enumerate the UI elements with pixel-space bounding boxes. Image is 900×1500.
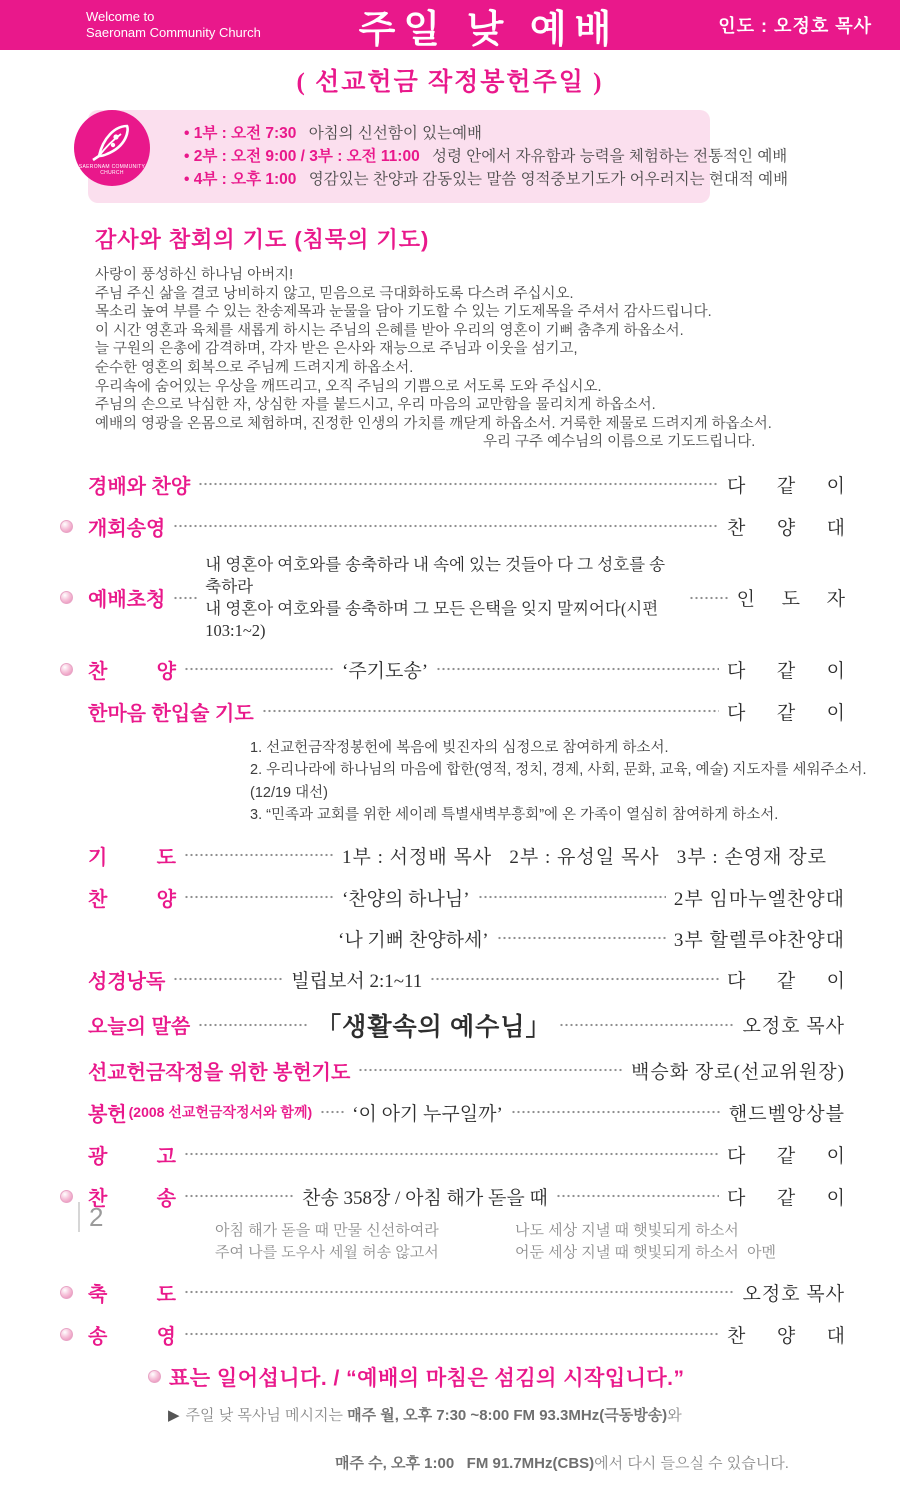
bullet-slot [60, 591, 88, 604]
performer: 찬 양 대 [727, 1325, 845, 1347]
service-time: • 1부 : 오전 7:30 [184, 125, 297, 142]
united-prayer-topics [250, 737, 900, 827]
liturgy-row-hymn [0, 1182, 900, 1211]
performer: 1부 : 서정배 목사 2부 : 유성일 목사 3부 : 손영재 장로 [342, 846, 827, 868]
welcome-line2: Saeronam Community Church [86, 25, 261, 40]
liturgy-label: 개회송영 [88, 517, 166, 540]
prayer-topic: 3. “민족과 교회를 위한 세이레 특별새벽부흥회”에 온 가족이 열심히 참여하게 하소서. [250, 807, 779, 824]
dotted-leader [430, 974, 719, 984]
dotted-leader [184, 1287, 734, 1297]
liturgy-row-choir-anthem-1 [0, 883, 900, 912]
stand-bullet-icon [60, 1328, 73, 1341]
service-desc: 영감있는 찬양과 감동있는 말씀 영적중보기도가 어우러지는 현대적 예배 [308, 171, 789, 188]
liturgy-row-offering [0, 1098, 900, 1127]
dotted-leader [689, 593, 729, 603]
prayer-line: 순수한 영혼의 회복으로 주님께 드려지게 하옵소서. [95, 359, 414, 376]
service-leader: 인도 : 오정호 목사 [718, 16, 872, 36]
liturgy-label: 찬 송 [88, 1187, 176, 1210]
dotted-leader [559, 1020, 734, 1030]
dotted-leader [320, 1107, 344, 1117]
liturgy-label-sub: (2008 선교헌금작정서와 함께) [128, 1104, 313, 1121]
lyrics-phrase: 나도 세상 지낼 때 햇빛되게 하소서 [515, 1221, 739, 1239]
performer: 백승화 장로(선교위원장) [631, 1061, 845, 1083]
liturgy-label: 성경낭독 [88, 970, 166, 993]
liturgy-label: 경배와 찬양 [88, 475, 191, 498]
liturgy-row-call-to-worship [0, 554, 900, 642]
lyrics-phrase: 주여 나를 도우사 세월 허송 않고서 [215, 1243, 439, 1261]
prayer-closing: 우리 구주 예수님의 이름으로 기도드립니다. [483, 434, 756, 451]
liturgy-row-announcements [0, 1140, 900, 1169]
service-desc: 아침의 신선함이 있는예배 [308, 125, 483, 142]
footnote-text: 표는 일어섭니다. / “예배의 마침은 섬김의 시작입니다.” [169, 1366, 685, 1390]
performer: 다 같 이 [727, 1145, 845, 1167]
song-title: ‘나 기뻐 찬양하세’ [338, 929, 489, 951]
service-time-line [184, 168, 789, 191]
page-number: 2 [78, 1202, 103, 1232]
liturgy-row-scripture-reading [0, 965, 900, 994]
lyrics-phrase: 아침 해가 돋을 때 만물 신선하여라 [215, 1221, 439, 1239]
performer: 다 같 이 [727, 475, 845, 497]
broadcast-text: 에서 다시 들으실 수 있습니다. [594, 1454, 789, 1472]
dotted-leader [173, 521, 719, 531]
performer: 2부 임마누엘찬양대 [673, 888, 845, 910]
liturgy-label: 찬 양 [88, 888, 176, 911]
dotted-leader [198, 479, 719, 489]
dotted-leader [511, 1107, 721, 1117]
liturgy-row-offering-prayer [0, 1056, 900, 1085]
liturgy-row-choir-anthem-2 [0, 925, 900, 952]
welcome-text [86, 9, 316, 41]
performer: 찬 양 대 [727, 517, 845, 539]
dotted-leader [184, 850, 334, 860]
stand-bullet-icon [60, 1190, 73, 1203]
liturgy-label: 광 고 [88, 1145, 176, 1168]
dotted-leader [436, 664, 719, 674]
liturgy-row-united-prayer [0, 697, 900, 726]
prayer-text [95, 266, 855, 452]
bullet-slot [60, 663, 88, 676]
prayer-line: 이 시간 영혼과 육체를 새롭게 하시는 주님의 은혜를 받아 우리의 영혼이 기뻐 춤추게 하옵소서. [95, 322, 684, 339]
broadcast-text: 와 [667, 1406, 682, 1424]
fish-leaf-icon [89, 120, 135, 164]
performer: 핸드벨앙상블 [728, 1103, 845, 1125]
bullet-slot [60, 1328, 88, 1341]
service-time-line [184, 145, 788, 168]
broadcast-schedule: 매주 월, 오후 7:30 ~8:00 FM 93.3MHz(극동방송) [347, 1406, 668, 1424]
dotted-leader [184, 1149, 719, 1159]
scripture-text [205, 554, 680, 642]
prayer-line: 주님의 손으로 낙심한 자, 상심한 자를 붙드시고, 우리 마음의 교만함을 물리치게 하옵소서. [95, 397, 656, 414]
dotted-leader [478, 892, 666, 902]
scripture-line2: 내 영혼아 여호와를 송축하며 그 모든 은택을 잊지 말찌어다(시편 103:1~2) [205, 598, 659, 640]
prayer-line: 목소리 높여 부를 수 있는 찬송제목과 눈물을 담아 기도할 수 있는 기도제목을 주셔서 감사드립니다. [95, 304, 712, 321]
liturgy-row-benediction [0, 1278, 900, 1307]
service-times-list [88, 110, 789, 203]
logo-caption: SAERONAM COMMUNITY CHURCH [78, 164, 146, 176]
liturgy-label: 봉헌 [88, 1103, 127, 1126]
prayer-line: 주님 주신 삶을 결코 낭비하지 않고, 믿음으로 극대화하도록 다스려 주십시오. [95, 285, 574, 302]
liturgy-label: 축 도 [88, 1283, 176, 1306]
song-title: ‘이 아기 누구일까’ [352, 1103, 503, 1125]
arrow-icon: ▶ [168, 1406, 180, 1424]
prayer-line: 늘 구원의 은총에 감격하며, 각자 받은 은사와 재능으로 주님과 이웃을 섬기고, [95, 341, 578, 358]
bullet-slot [60, 1190, 88, 1203]
broadcast-info [168, 1404, 900, 1500]
scripture-line1: 내 영혼아 여호와를 송축하라 내 속에 있는 것들아 다 그 성호를 송축하라 [205, 554, 666, 596]
stand-bullet-icon [60, 1286, 73, 1299]
lyrics-line [215, 1220, 900, 1242]
bullet-slot [60, 1286, 88, 1299]
performer: 오정호 목사 [742, 1283, 845, 1305]
lyrics-line [215, 1242, 900, 1264]
song-title: ‘주기도송’ [342, 660, 429, 682]
performer: 다 같 이 [727, 660, 845, 682]
dotted-leader [184, 892, 334, 902]
offering-subtitle: ( 선교헌금 작정봉헌주일 ) [296, 69, 604, 96]
liturgy-label: 송 영 [88, 1325, 176, 1348]
dotted-leader [262, 706, 719, 716]
liturgy-row-opening-doxology [0, 512, 900, 541]
prayer-topic: 2. 우리나라에 하나님의 마음에 합한(영적, 정치, 경제, 사회, 문화, 교육, 예술) 지도자를 세워주소서.(12/19 대선) [250, 762, 867, 801]
prayer-line: 예배의 영광을 온몸으로 체험하며, 진정한 인생의 가치를 깨닫게 하옵소서. 거룩한 제물로 드려지게 하옵소서. [95, 415, 772, 432]
broadcast-text: 주일 낮 목사님 메시지는 [185, 1406, 348, 1424]
liturgy-list [0, 470, 900, 1349]
liturgy-label: 찬 양 [88, 660, 176, 683]
performer: 다 같 이 [727, 1187, 845, 1209]
service-times-box [78, 110, 789, 203]
liturgy-label: 오늘의 말씀 [88, 1016, 191, 1039]
dotted-leader [184, 1191, 294, 1201]
liturgy-row-sermon [0, 1007, 900, 1043]
performer: 오정호 목사 [742, 1016, 845, 1038]
prayer-line: 사랑이 풍성하신 하나님 아버지! [95, 267, 294, 283]
dotted-leader [173, 593, 197, 603]
dotted-leader [358, 1065, 623, 1075]
broadcast-line2 [310, 1428, 900, 1500]
performer: 인 도 자 [736, 589, 845, 611]
service-time-line [184, 122, 696, 145]
stand-bullet-icon [60, 520, 73, 533]
liturgy-row-doxology [0, 1320, 900, 1349]
dotted-leader [497, 933, 666, 943]
liturgy-label: 기 도 [88, 846, 176, 869]
performer: 3부 할렐루야찬양대 [673, 929, 845, 951]
dotted-leader [184, 1329, 719, 1339]
broadcast-line1 [168, 1404, 900, 1428]
dotted-leader [198, 1020, 308, 1030]
liturgy-row-praise-lords-prayer [0, 655, 900, 684]
lyrics-phrase: 어둔 세상 지낼 때 햇빛되게 하소서 아멘 [515, 1243, 777, 1261]
song-title: ‘찬양의 하나님’ [342, 888, 470, 910]
welcome-line1: Welcome to [86, 9, 155, 24]
dotted-leader [184, 664, 334, 674]
hymn-title: 찬송 358장 / 아침 해가 돋을 때 [302, 1187, 548, 1209]
bullet-slot [60, 520, 88, 533]
service-time: • 4부 : 오후 1:00 [184, 171, 297, 188]
performer: 다 같 이 [727, 970, 845, 992]
liturgy-label: 선교헌금작정을 위한 봉헌기도 [88, 1061, 351, 1084]
service-desc: 성령 안에서 자유함과 능력을 체험하는 전통적인 예배 [432, 148, 788, 165]
church-logo [74, 110, 150, 186]
hymn-lyrics [215, 1220, 900, 1264]
dotted-leader [173, 974, 283, 984]
prayer-topic: 1. 선교헌금작정봉헌에 복음에 빚진자의 심정으로 참여하게 하소서. [250, 739, 669, 756]
liturgy-row-prayer [0, 841, 900, 870]
page-title: 주일 낮 예배 [358, 8, 620, 51]
header-band [0, 0, 900, 50]
liturgy-label: 한마음 한입술 기도 [88, 702, 254, 725]
prayer-line: 우리속에 숨어있는 우상을 깨뜨리고, 오직 주님의 기쁨으로 서도록 도와 주십시오. [95, 378, 602, 395]
stand-bullet-icon [148, 1370, 161, 1383]
stand-bullet-icon [60, 591, 73, 604]
sermon-title: 「생활속의 예수님」 [316, 1013, 552, 1041]
service-time: • 2부 : 오전 9:00 / 3부 : 오전 11:00 [184, 148, 420, 165]
standing-footnote [148, 1362, 900, 1392]
stand-bullet-icon [60, 663, 73, 676]
prayer-section-title: 감사와 참회의 기도 (침묵의 기도) [95, 227, 430, 252]
performer: 다 같 이 [727, 702, 845, 724]
liturgy-row-worship-praise [0, 470, 900, 499]
dotted-leader [556, 1191, 719, 1201]
broadcast-schedule: 매주 수, 오후 1:00 FM 91.7MHz(CBS) [335, 1454, 595, 1472]
liturgy-label: 예배초청 [88, 589, 166, 612]
scripture-ref: 빌립보서 2:1~11 [291, 970, 423, 992]
